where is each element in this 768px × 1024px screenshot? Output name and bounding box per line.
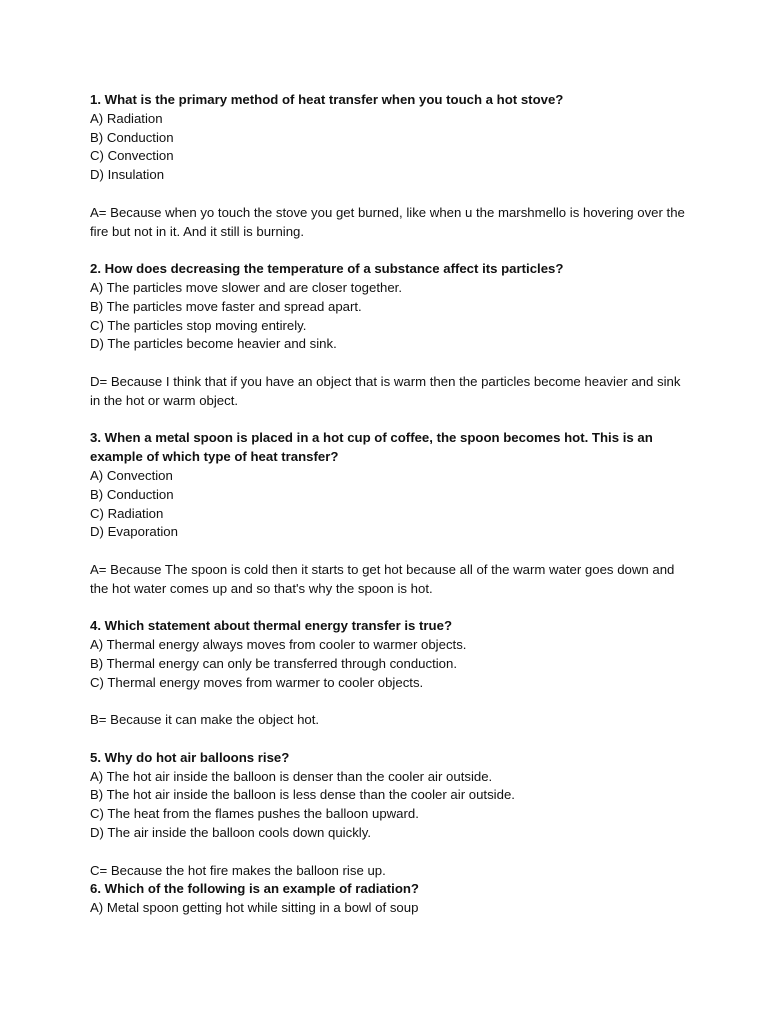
spacer: [90, 354, 690, 373]
spacer: [90, 542, 690, 561]
answer-option: D) The particles become heavier and sink.: [90, 336, 337, 352]
answer-option: D) Evaporation: [90, 524, 178, 540]
answer-option: C) The heat from the flames pushes the balloon upward.: [90, 806, 419, 822]
spacer: [90, 241, 690, 260]
spacer: [90, 185, 690, 204]
answer-option: C) Radiation: [90, 505, 164, 521]
answer-option: A) The hot air inside the balloon is denser than the cooler air outside.: [90, 768, 493, 784]
spacer: [90, 730, 690, 749]
question-text: 6. Which of the following is an example of radiation?: [90, 881, 419, 897]
question-text: 1. What is the primary method of heat transfer when you touch a hot stove?: [90, 92, 564, 107]
answer-option: B) Conduction: [90, 129, 174, 145]
student-answer: A= Because when yo touch the stove you get burned, like when u the marshmello is hovering over the fire but not in it. And it still is burning.: [90, 204, 689, 239]
spacer: [90, 411, 690, 430]
student-answer: C= Because the hot fire makes the balloon rise up.: [90, 862, 386, 878]
quiz-content: [90, 91, 690, 918]
question-block-2: [90, 260, 690, 429]
answer-option: B) Thermal energy can only be transferred through conduction.: [90, 655, 458, 671]
answer-option: C) Convection: [90, 148, 174, 164]
answer-option: D) Insulation: [90, 167, 165, 183]
question-text: 5. Why do hot air balloons rise?: [90, 749, 290, 765]
student-answer: A= Because The spoon is cold then it starts to get hot because all of the warm water goes down and the hot water comes up and so that's why the spoon is hot.: [90, 561, 679, 596]
question-block-5: [90, 749, 690, 881]
spacer: [90, 693, 690, 712]
answer-option: D) The air inside the balloon cools down quickly.: [90, 825, 371, 841]
answer-option: C) Thermal energy moves from warmer to cooler objects.: [90, 674, 424, 690]
spacer: [90, 843, 690, 862]
answer-option: B) The hot air inside the balloon is less dense than the cooler air outside.: [90, 787, 515, 803]
answer-option: B) Conduction: [90, 486, 174, 502]
question-block-6: [90, 880, 690, 918]
answer-option: A) Convection: [90, 467, 173, 483]
question-text: 4. Which statement about thermal energy transfer is true?: [90, 618, 453, 634]
question-block-1: [90, 91, 690, 260]
student-answer: B= Because it can make the object hot.: [90, 712, 320, 728]
answer-option: A) Radiation: [90, 110, 163, 126]
student-answer: D= Because I think that if you have an object that is warm then the particles become heavier and sink in the hot or warm object.: [90, 373, 685, 408]
question-block-3: [90, 429, 690, 617]
answer-option: A) Thermal energy always moves from cooler to warmer objects.: [90, 637, 467, 653]
answer-option: A) The particles move slower and are closer together.: [90, 279, 403, 295]
answer-option: C) The particles stop moving entirely.: [90, 317, 307, 333]
question-text: 3. When a metal spoon is placed in a hot cup of coffee, the spoon becomes hot. This is an example of which type of heat transfer?: [90, 430, 657, 465]
answer-option: A) Metal spoon getting hot while sitting in a bowl of soup: [90, 900, 419, 916]
question-text: 2. How does decreasing the temperature of a substance affect its particles?: [90, 261, 564, 277]
question-block-4: [90, 617, 690, 749]
answer-option: B) The particles move faster and spread apart.: [90, 298, 362, 314]
spacer: [90, 599, 690, 618]
